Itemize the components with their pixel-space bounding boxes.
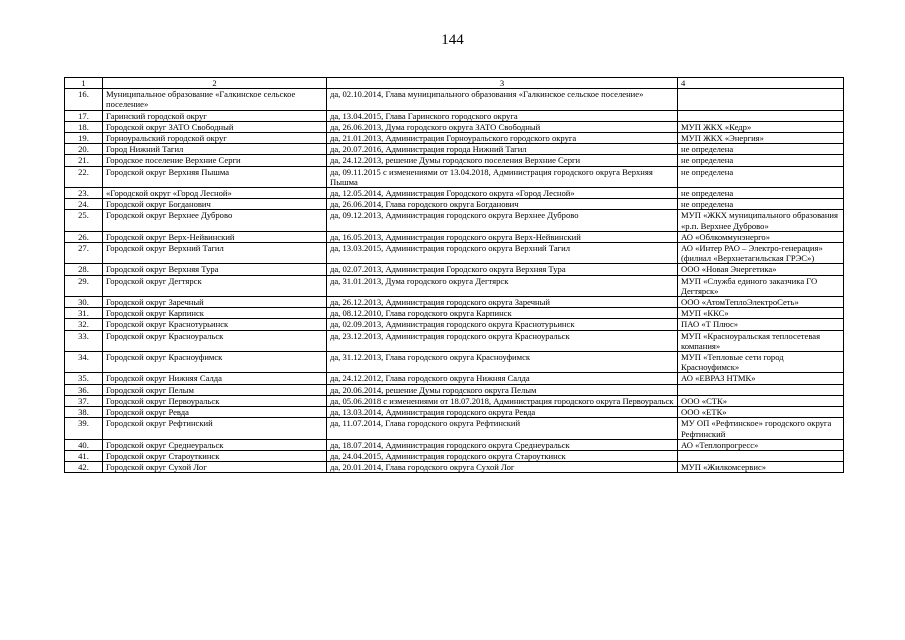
heat-supply-organization-cell: МУП ЖКХ «Кедр» [678, 121, 844, 132]
table-row [65, 395, 844, 406]
row-number-cell: 40. [65, 439, 103, 450]
municipality-name-cell: Гаринский городской округ [103, 110, 327, 121]
table-row [65, 450, 844, 461]
municipality-name-cell: Муниципальное образование «Галкинское сельское поселение» [103, 89, 327, 110]
municipality-name-cell: Городской округ Староуткинск [103, 450, 327, 461]
table-row [65, 89, 844, 110]
heat-supply-organization-cell: МУП «ККС» [678, 308, 844, 319]
table-row [65, 407, 844, 418]
row-number-cell: 28. [65, 264, 103, 275]
decision-info-cell: да, 23.12.2013, Администрация городского округа Красноуральск [327, 330, 678, 351]
municipality-name-cell: Городской округ Красноуфимск [103, 352, 327, 373]
decision-info-cell: да, 05.06.2018 с изменениями от 18.07.2018, Администрация городского округа Первоуральск [327, 395, 678, 406]
municipality-name-cell: Горноуральский городской округ [103, 133, 327, 144]
decision-info-cell: да, 02.10.2014, Глава муниципального образования «Галкинское сельское поселение» [327, 89, 678, 110]
decision-info-cell: да, 12.05.2014, Администрация Городского округа «Город Лесной» [327, 188, 678, 199]
row-number-cell: 26. [65, 231, 103, 242]
decision-info-cell: да, 24.04.2015, Администрация городского округа Староуткинск [327, 450, 678, 461]
table-row [65, 319, 844, 330]
table-row [65, 144, 844, 155]
row-number-cell: 36. [65, 384, 103, 395]
decision-info-cell: да, 02.09.2013, Администрация городского округа Краснотурьинск [327, 319, 678, 330]
table-row [65, 275, 844, 296]
registry-table-body [65, 78, 844, 473]
heat-supply-organization-cell: МУП «Служба единого заказчика ГО Дегтярск» [678, 275, 844, 296]
row-number-cell: 16. [65, 89, 103, 110]
row-number-cell: 30. [65, 297, 103, 308]
heat-supply-organization-cell: не определена [678, 155, 844, 166]
heat-supply-organization-cell: не определена [678, 166, 844, 187]
table-row [65, 439, 844, 450]
row-number-cell: 38. [65, 407, 103, 418]
heat-supply-organization-cell: не определена [678, 144, 844, 155]
table-row [65, 155, 844, 166]
decision-info-cell: да, 26.12.2013, Администрация городского округа Заречный [327, 297, 678, 308]
decision-info-cell: да, 20.06.2014, решение Думы городского округа Пелым [327, 384, 678, 395]
decision-info-cell: да, 09.11.2015 с изменениями от 13.04.2018, Администрация городского округа Верхняя Пышма [327, 166, 678, 187]
heat-supply-organization-cell: АО «ЕВРАЗ НТМК» [678, 373, 844, 384]
municipality-name-cell: Городское поселение Верхние Серги [103, 155, 327, 166]
municipality-name-cell: «Городской округ «Город Лесной» [103, 188, 327, 199]
row-number-cell: 37. [65, 395, 103, 406]
row-number-cell: 33. [65, 330, 103, 351]
heat-supply-organization-cell: АО «Интер РАО – Электро-генерация» (филиал «Верхнетагильская ГРЭС») [678, 243, 844, 264]
heat-supply-organization-cell [678, 110, 844, 121]
decision-info-cell: да, 11.07.2014, Глава городского округа Рефтинский [327, 418, 678, 439]
heat-supply-organization-cell: ООО «АтомТеплоЭлектроСеть» [678, 297, 844, 308]
municipality-name-cell: Городской округ Сухой Лог [103, 462, 327, 473]
municipality-name-cell: Городской округ Верхний Тагил [103, 243, 327, 264]
table-row [65, 384, 844, 395]
row-number-cell: 34. [65, 352, 103, 373]
table-row [65, 418, 844, 439]
heat-supply-organization-cell: ООО «Новая Энергетика» [678, 264, 844, 275]
registry-table [64, 77, 844, 473]
municipality-name-cell: Городской округ Верхнее Дуброво [103, 210, 327, 231]
municipality-name-cell: Городской округ Рефтинский [103, 418, 327, 439]
heat-supply-organization-cell [678, 89, 844, 110]
decision-info-cell: да, 09.12.2013, Администрация городского округа Верхнее Дуброво [327, 210, 678, 231]
row-number-cell: 20. [65, 144, 103, 155]
municipality-name-cell: Городской округ Пелым [103, 384, 327, 395]
table-row [65, 199, 844, 210]
heat-supply-organization-cell [678, 384, 844, 395]
municipality-name-cell: Городской округ Среднеуральск [103, 439, 327, 450]
table-row [65, 231, 844, 242]
table-row [65, 166, 844, 187]
column-number-4: 4 [678, 78, 844, 89]
row-number-cell: 21. [65, 155, 103, 166]
decision-info-cell: да, 26.06.2013, Дума городского округа ЗАТО Свободный [327, 121, 678, 132]
table-row [65, 110, 844, 121]
row-number-cell: 18. [65, 121, 103, 132]
decision-info-cell: да, 20.01.2014, Глава городского округа Сухой Лог [327, 462, 678, 473]
column-number-3: 3 [327, 78, 678, 89]
column-number-1: 1 [65, 78, 103, 89]
table-row [65, 243, 844, 264]
decision-info-cell: да, 16.05.2013, Администрация городского округа Верх-Нейвинский [327, 231, 678, 242]
municipality-name-cell: Городской округ Первоуральск [103, 395, 327, 406]
decision-info-cell: да, 26.06.2014, Глава городского округа Богданович [327, 199, 678, 210]
column-number-row [65, 78, 844, 89]
heat-supply-organization-cell: МУП «Тепловые сети город Красноуфимск» [678, 352, 844, 373]
heat-supply-organization-cell: не определена [678, 199, 844, 210]
table-row [65, 297, 844, 308]
heat-supply-organization-cell: ООО «СТК» [678, 395, 844, 406]
page-number: 144 [441, 32, 464, 48]
municipality-name-cell: Город Нижний Тагил [103, 144, 327, 155]
row-number-cell: 27. [65, 243, 103, 264]
table-row [65, 330, 844, 351]
municipality-name-cell: Городской округ Нижняя Салда [103, 373, 327, 384]
heat-supply-organization-cell: МУП ЖКХ «Энергия» [678, 133, 844, 144]
municipality-name-cell: Городской округ Карпинск [103, 308, 327, 319]
municipality-name-cell: Городской округ Ревда [103, 407, 327, 418]
row-number-cell: 22. [65, 166, 103, 187]
table-row [65, 121, 844, 132]
heat-supply-organization-cell: не определена [678, 188, 844, 199]
heat-supply-organization-cell: ПАО «Т Плюс» [678, 319, 844, 330]
municipality-name-cell: Городской округ Краснотурьинск [103, 319, 327, 330]
row-number-cell: 31. [65, 308, 103, 319]
row-number-cell: 25. [65, 210, 103, 231]
row-number-cell: 32. [65, 319, 103, 330]
heat-supply-organization-cell [678, 450, 844, 461]
table-row [65, 133, 844, 144]
heat-supply-organization-cell: АО «Облкоммунэнерго» [678, 231, 844, 242]
decision-info-cell: да, 18.07.2014, Администрация городского округа Среднеуральск [327, 439, 678, 450]
municipality-name-cell: Городской округ Дегтярск [103, 275, 327, 296]
decision-info-cell: да, 21.01.2013, Администрация Горноуральского городского округа [327, 133, 678, 144]
heat-supply-organization-cell: МУП «ЖКХ муниципального образования «р.п. Верхнее Дуброво» [678, 210, 844, 231]
table-row [65, 188, 844, 199]
row-number-cell: 42. [65, 462, 103, 473]
municipality-name-cell: Городской округ Заречный [103, 297, 327, 308]
heat-supply-organization-cell: МУП «Красноуральская теплосетевая компания» [678, 330, 844, 351]
table-row [65, 352, 844, 373]
heat-supply-organization-cell: МУП «Жилкомсервис» [678, 462, 844, 473]
row-number-cell: 41. [65, 450, 103, 461]
municipality-name-cell: Городской округ Верхняя Пышма [103, 166, 327, 187]
row-number-cell: 39. [65, 418, 103, 439]
municipality-name-cell: Городской округ Верхняя Тура [103, 264, 327, 275]
column-number-2: 2 [103, 78, 327, 89]
row-number-cell: 23. [65, 188, 103, 199]
row-number-cell: 24. [65, 199, 103, 210]
heat-supply-organization-cell: МУ ОП «Рефтинское» городского округа Рефтинский [678, 418, 844, 439]
row-number-cell: 17. [65, 110, 103, 121]
decision-info-cell: да, 13.03.2014, Администрация городского округа Ревда [327, 407, 678, 418]
municipality-name-cell: Городской округ Верх-Нейвинский [103, 231, 327, 242]
decision-info-cell: да, 13.03.2015, Администрация городского округа Верхний Тагил [327, 243, 678, 264]
row-number-cell: 29. [65, 275, 103, 296]
table-row [65, 264, 844, 275]
row-number-cell: 35. [65, 373, 103, 384]
table-row [65, 308, 844, 319]
heat-supply-organization-cell: ООО «ЕТК» [678, 407, 844, 418]
decision-info-cell: да, 31.12.2013, Глава городского округа Красноуфимск [327, 352, 678, 373]
heat-supply-organization-cell: АО «Теплопрогресс» [678, 439, 844, 450]
row-number-cell: 19. [65, 133, 103, 144]
table-row [65, 373, 844, 384]
decision-info-cell: да, 24.12.2012, Глава городского округа Нижняя Салда [327, 373, 678, 384]
municipality-name-cell: Городской округ Красноуральск [103, 330, 327, 351]
municipality-name-cell: Городской округ Богданович [103, 199, 327, 210]
decision-info-cell: да, 31.01.2013, Дума городского округа Дегтярск [327, 275, 678, 296]
table-row [65, 462, 844, 473]
decision-info-cell: да, 08.12.2010, Глава городского округа Карпинск [327, 308, 678, 319]
decision-info-cell: да, 20.07.2016, Администрация города Нижний Тагил [327, 144, 678, 155]
decision-info-cell: да, 24.12.2013, решение Думы городского поселения Верхние Серги [327, 155, 678, 166]
decision-info-cell: да, 13.04.2015, Глава Гаринского городского округа [327, 110, 678, 121]
municipality-name-cell: Городской округ ЗАТО Свободный [103, 121, 327, 132]
decision-info-cell: да, 02.07.2013, Администрация Городского округа Верхняя Тура [327, 264, 678, 275]
table-row [65, 210, 844, 231]
